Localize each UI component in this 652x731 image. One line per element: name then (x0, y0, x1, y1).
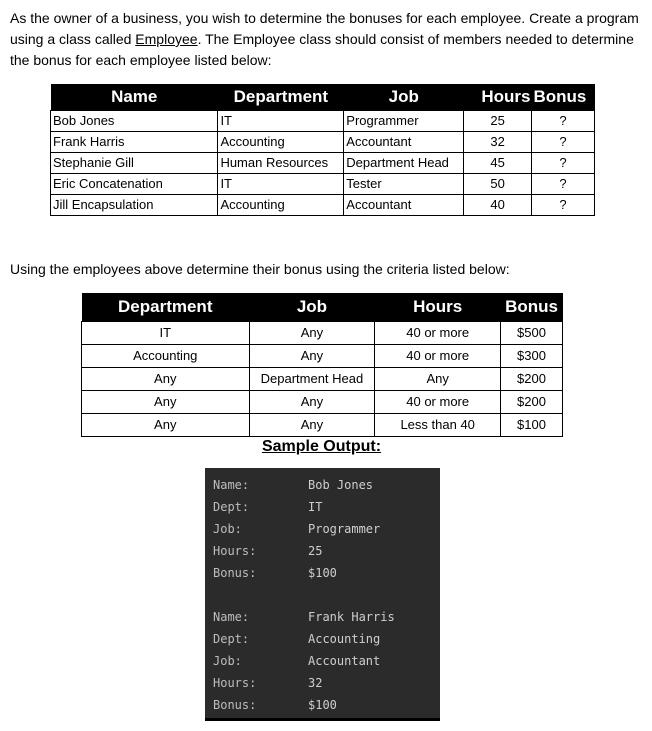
table-row (51, 111, 595, 132)
table-row (51, 132, 595, 153)
intro-text-after: . The Employee class should consist of members needed to determine the bonus for each employee listed below: (10, 31, 634, 68)
cell-bonus: ? (532, 153, 595, 174)
cell-department: Any (82, 368, 250, 391)
table-row (51, 174, 595, 195)
output-value: Bob Jones (308, 478, 374, 492)
output-line (213, 542, 322, 560)
cell-job: Any (249, 414, 375, 437)
cell-department: IT (218, 111, 344, 132)
cell-hours: Less than 40 (375, 414, 501, 437)
employee-table (50, 84, 595, 216)
cell-bonus: $200 (501, 391, 563, 414)
cell-bonus: ? (532, 174, 595, 195)
output-line (213, 564, 337, 582)
cell-hours: 40 or more (375, 322, 501, 345)
output-label: Job: (213, 654, 242, 668)
header-bonus: Bonus (532, 84, 595, 111)
cell-department: Any (82, 391, 250, 414)
output-label: Hours: (213, 544, 257, 558)
cell-name: Jill Encapsulation (51, 195, 218, 216)
employee-table-header (51, 84, 595, 111)
cell-job: Programmer (344, 111, 464, 132)
output-value: Frank Harris (308, 610, 395, 624)
output-value: Programmer (308, 522, 381, 536)
criteria-intro: Using the employees above determine their bonus using the criteria listed below: (10, 261, 510, 277)
criteria-table-header (82, 293, 563, 322)
cell-hours: 40 or more (375, 391, 501, 414)
cell-bonus: $300 (501, 345, 563, 368)
intro-text-before: As the owner of a business, you wish to determine the bonuses for each employee. Create a program using a class called (10, 10, 639, 47)
header-hours: Hours (464, 84, 532, 111)
cell-department: IT (218, 174, 344, 195)
cell-department: Accounting (82, 345, 250, 368)
cell-name: Bob Jones (51, 111, 218, 132)
output-label: Name: (213, 610, 250, 624)
header-hours: Hours (375, 293, 501, 322)
output-label: Dept: (213, 632, 250, 646)
output-value: 25 (308, 544, 323, 558)
cell-department: IT (82, 322, 250, 345)
table-row (51, 195, 595, 216)
cell-name: Frank Harris (51, 132, 218, 153)
output-line (213, 476, 373, 494)
output-line (213, 674, 322, 692)
header-job: Job (249, 293, 375, 322)
cell-bonus: ? (532, 111, 595, 132)
cell-hours: 25 (464, 111, 532, 132)
output-value: 32 (308, 676, 323, 690)
cell-name: Eric Concatenation (51, 174, 218, 195)
cell-hours: 40 or more (375, 345, 501, 368)
table-row (82, 414, 563, 437)
cell-department: Human Resources (218, 153, 344, 174)
sample-output-title: Sample Output: (261, 438, 382, 455)
cell-job: Accountant (344, 195, 464, 216)
header-department: Department (82, 293, 250, 322)
cell-job: Any (249, 322, 375, 345)
output-label: Dept: (213, 500, 250, 514)
cell-job: Any (249, 391, 375, 414)
cell-name: Stephanie Gill (51, 153, 218, 174)
cell-bonus: $500 (501, 322, 563, 345)
output-line (213, 630, 380, 648)
output-label: Name: (213, 478, 250, 492)
cell-department: Accounting (218, 132, 344, 153)
header-name: Name (51, 84, 218, 111)
cell-department: Accounting (218, 195, 344, 216)
table-row (82, 322, 563, 345)
output-value: $100 (308, 566, 337, 580)
cell-hours: 40 (464, 195, 532, 216)
output-label: Job: (213, 522, 242, 536)
header-job: Job (344, 84, 464, 111)
table-row (51, 153, 595, 174)
table-row (82, 368, 563, 391)
cell-hours: 45 (464, 153, 532, 174)
cell-department: Any (82, 414, 250, 437)
cell-hours: Any (375, 368, 501, 391)
cell-hours: 32 (464, 132, 532, 153)
output-label: Bonus: (213, 566, 257, 580)
output-value: $100 (308, 698, 337, 712)
output-value: Accountant (308, 654, 381, 668)
sample-output-console (205, 468, 440, 721)
cell-hours: 50 (464, 174, 532, 195)
table-row (82, 345, 563, 368)
table-row (82, 391, 563, 414)
output-label: Hours: (213, 676, 257, 690)
output-line (213, 652, 380, 670)
header-department: Department (218, 84, 344, 111)
intro-paragraph (10, 8, 646, 71)
output-label: Bonus: (213, 698, 257, 712)
criteria-table (81, 293, 563, 437)
output-line (213, 520, 380, 538)
header-bonus: Bonus (501, 293, 563, 322)
cell-bonus: ? (532, 195, 595, 216)
cell-job: Department Head (344, 153, 464, 174)
output-line (213, 498, 322, 516)
class-name: Employee (135, 31, 198, 47)
output-line (213, 608, 395, 626)
output-line (213, 696, 337, 714)
cell-bonus: ? (532, 132, 595, 153)
cell-job: Accountant (344, 132, 464, 153)
cell-bonus: $100 (501, 414, 563, 437)
cell-job: Any (249, 345, 375, 368)
output-value: IT (308, 500, 323, 514)
cell-bonus: $200 (501, 368, 563, 391)
cell-job: Department Head (249, 368, 375, 391)
output-value: Accounting (308, 632, 381, 646)
cell-job: Tester (344, 174, 464, 195)
